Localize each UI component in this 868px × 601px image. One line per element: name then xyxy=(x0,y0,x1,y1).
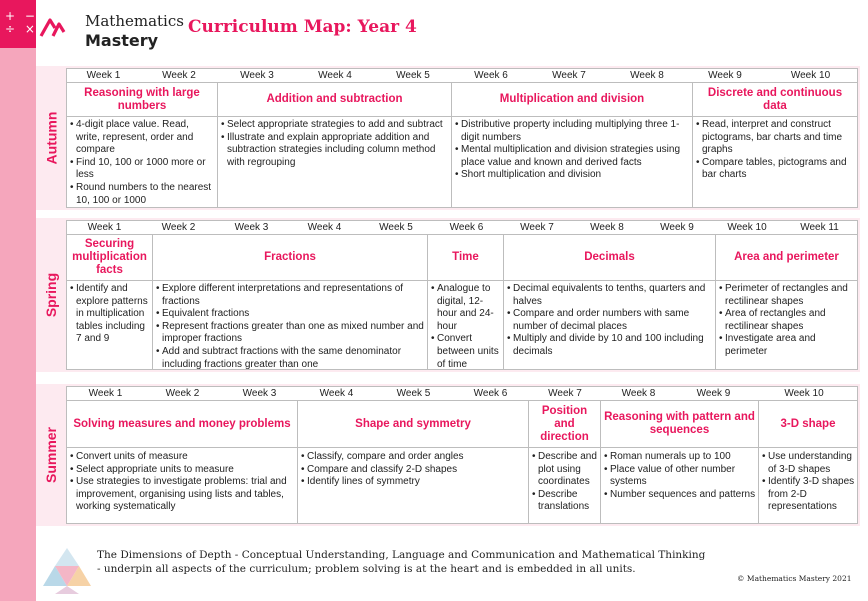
unit-reasoning-large-numbers xyxy=(67,83,218,207)
dimensions-of-depth-icon xyxy=(41,546,93,596)
term-spring xyxy=(36,218,860,372)
unit-title: Shape and symmetry xyxy=(355,417,471,430)
term-grid xyxy=(66,220,858,370)
unit-title: Decimals xyxy=(584,251,635,263)
unit-discrete-continuous-data xyxy=(693,83,857,207)
week-label: Week 6 xyxy=(474,70,508,81)
week-label: Week 9 xyxy=(696,388,731,399)
list-item: • Identify and explore patterns in multiplication tables including 7 and 9 xyxy=(70,283,150,346)
list-item: • Number sequences and patterns xyxy=(604,489,756,502)
unit-pattern-sequences xyxy=(601,401,759,523)
week-label: Week 11 xyxy=(800,222,839,233)
list-item: • Mental multiplication and division strategies using place value and known and derived facts xyxy=(455,144,690,169)
unit-measures-money xyxy=(67,401,298,523)
list-item: • Describe and plot using coordinates xyxy=(532,451,598,489)
list-item: • Roman numerals up to 100 xyxy=(604,451,756,464)
unit-title: Multiplication and division xyxy=(499,93,645,105)
unit-title: Fractions xyxy=(264,251,316,263)
term-grid xyxy=(66,68,858,208)
week-label: Week 8 xyxy=(630,70,664,81)
term-label: Autumn xyxy=(43,111,60,165)
week-label: Week 2 xyxy=(162,70,196,81)
unit-title: Solving measures and money problems xyxy=(73,417,291,430)
unit-decimals xyxy=(504,235,716,369)
brand-name xyxy=(85,12,184,50)
week-label: Week 5 xyxy=(396,70,430,81)
unit-title: Time xyxy=(452,251,479,263)
unit-points xyxy=(719,283,855,359)
math-symbols-icon: + − ÷ × xyxy=(0,0,36,48)
term-grid xyxy=(66,386,858,524)
list-item: • Explore different interpretations and representations of fractions xyxy=(156,283,425,308)
list-item: • Multiply and divide by 10 and 100 including decimals xyxy=(507,333,713,358)
list-item: • Use understanding of 3-D shapes xyxy=(762,451,855,476)
week-label: Week 7 xyxy=(552,70,586,81)
term-label: Spring xyxy=(43,272,59,318)
list-item: • Investigate area and perimeter xyxy=(719,333,855,358)
term-summer xyxy=(36,384,860,526)
week-label: Week 5 xyxy=(379,222,413,233)
unit-points xyxy=(455,119,690,182)
week-row xyxy=(67,387,857,401)
week-label: Week 10 xyxy=(727,222,767,233)
list-item: • Convert between units of time xyxy=(431,333,501,371)
week-label: Week 3 xyxy=(234,222,269,233)
list-item: • Analogue to digital, 12-hour and 24-hour xyxy=(431,283,501,333)
list-item: • Short multiplication and division xyxy=(455,169,690,182)
unit-points xyxy=(604,451,756,501)
term-autumn xyxy=(36,66,860,210)
week-label: Week 4 xyxy=(319,388,354,399)
week-label: Week 1 xyxy=(88,388,123,399)
unit-shape-symmetry xyxy=(298,401,529,523)
week-label: Week 4 xyxy=(307,222,342,233)
list-item: • Convert units of measure xyxy=(70,451,295,464)
unit-position-direction xyxy=(529,401,601,523)
week-label: Week 2 xyxy=(161,222,196,233)
week-label: Week 3 xyxy=(242,388,277,399)
list-item: • Perimeter of rectangles and rectilinear shapes xyxy=(719,283,855,308)
week-label: Week 10 xyxy=(790,70,831,81)
unit-title: Reasoning with pattern and sequences xyxy=(604,411,755,436)
unit-points xyxy=(70,119,215,207)
week-row xyxy=(67,69,857,83)
unit-points xyxy=(532,451,598,514)
unit-title: Position and direction xyxy=(540,404,589,443)
week-label: Week 6 xyxy=(449,222,484,233)
list-item: • 4-digit place value. Read, write, represent, order and compare xyxy=(70,119,215,157)
list-item: • Distributive property including multiplying three 1-digit numbers xyxy=(455,119,690,144)
week-label: Week 5 xyxy=(396,388,431,399)
week-label: Week 2 xyxy=(165,388,200,399)
list-item: • Compare tables, pictograms and bar charts xyxy=(696,157,855,182)
list-item: • Use strategies to investigate problems: trial and improvement, organising using lists and tables, working systematically xyxy=(70,476,295,514)
week-label: Week 1 xyxy=(86,70,121,81)
week-label: Week 7 xyxy=(520,222,554,233)
list-item: • Equivalent fractions xyxy=(156,308,425,321)
term-label: Summer xyxy=(43,426,59,484)
unit-points xyxy=(221,119,449,169)
week-label: Week 3 xyxy=(240,70,274,81)
unit-points xyxy=(762,451,855,514)
week-label: Week 4 xyxy=(318,70,352,81)
unit-multiplication-division xyxy=(452,83,693,207)
week-label: Week 8 xyxy=(590,222,624,233)
week-label: Week 9 xyxy=(708,70,742,81)
page-title: Curriculum Map: Year 4 xyxy=(188,17,417,37)
list-item: • Area of rectangles and rectilinear shapes xyxy=(719,308,855,333)
list-item: • Select appropriate strategies to add and subtract xyxy=(221,119,449,132)
unit-area-perimeter xyxy=(716,235,857,369)
unit-title: Reasoning with large numbers xyxy=(84,86,200,112)
unit-time xyxy=(428,235,504,369)
logo xyxy=(0,0,78,48)
unit-points xyxy=(70,451,295,514)
brand-line-1: Mathematics xyxy=(85,12,184,30)
list-item: • Round numbers to the nearest 10, 100 or 1000 xyxy=(70,182,215,207)
list-item: • Represent fractions greater than one as mixed number and improper fractions xyxy=(156,321,425,346)
unit-points xyxy=(507,283,713,359)
week-label: Week 6 xyxy=(473,388,508,399)
unit-title: Area and perimeter xyxy=(734,251,839,263)
week-label: Week 1 xyxy=(87,222,122,233)
unit-fractions xyxy=(153,235,428,369)
unit-title: 3-D shape xyxy=(780,417,836,430)
unit-title: Discrete and continuous data xyxy=(707,86,843,112)
pink-sidebar xyxy=(0,0,36,601)
copyright: © Mathematics Mastery 2021 xyxy=(737,574,852,583)
unit-points xyxy=(70,283,150,346)
unit-points xyxy=(431,283,501,371)
list-item: • Classify, compare and order angles xyxy=(301,451,526,464)
unit-points xyxy=(156,283,425,371)
list-item: • Compare and classify 2-D shapes xyxy=(301,464,526,477)
list-item: • Select appropriate units to measure xyxy=(70,464,295,477)
mastery-logo-icon xyxy=(37,12,67,42)
list-item: • Add and subtract fractions with the same denominator including fractions greater than one xyxy=(156,346,425,371)
unit-securing-multiplication xyxy=(67,235,153,369)
unit-points xyxy=(301,451,526,489)
list-item: • Place value of other number systems xyxy=(604,464,756,489)
footer-text: The Dimensions of Depth - Conceptual Understanding, Language and Communication and Mathematical Thinking - underpin all aspects of the curriculum; problem solving is at the heart and is embedded in all units. xyxy=(97,549,706,575)
list-item: • Illustrate and explain appropriate addition and subtraction strategies including column method with regrouping xyxy=(221,132,449,170)
brand-line-2: Mastery xyxy=(85,31,159,50)
list-item: • Describe translations xyxy=(532,489,598,514)
week-label: Week 9 xyxy=(660,222,694,233)
list-item: • Read, interpret and construct pictograms, bar charts and time graphs xyxy=(696,119,855,157)
unit-addition-subtraction xyxy=(218,83,452,207)
list-item: • Compare and order numbers with same number of decimal places xyxy=(507,308,713,333)
unit-points xyxy=(696,119,855,182)
week-label: Week 10 xyxy=(784,388,824,399)
week-label: Week 8 xyxy=(621,388,656,399)
list-item: • Find 10, 100 or 1000 more or less xyxy=(70,157,215,182)
week-label: Week 7 xyxy=(548,388,582,399)
week-row xyxy=(67,221,857,235)
unit-3d-shape xyxy=(759,401,857,523)
list-item: • Identify lines of symmetry xyxy=(301,476,526,489)
list-item: • Decimal equivalents to tenths, quarters and halves xyxy=(507,283,713,308)
unit-title: Addition and subtraction xyxy=(266,93,403,105)
unit-title: Securing multiplication facts xyxy=(72,238,147,276)
list-item: • Identify 3-D shapes from 2-D representations xyxy=(762,476,855,514)
